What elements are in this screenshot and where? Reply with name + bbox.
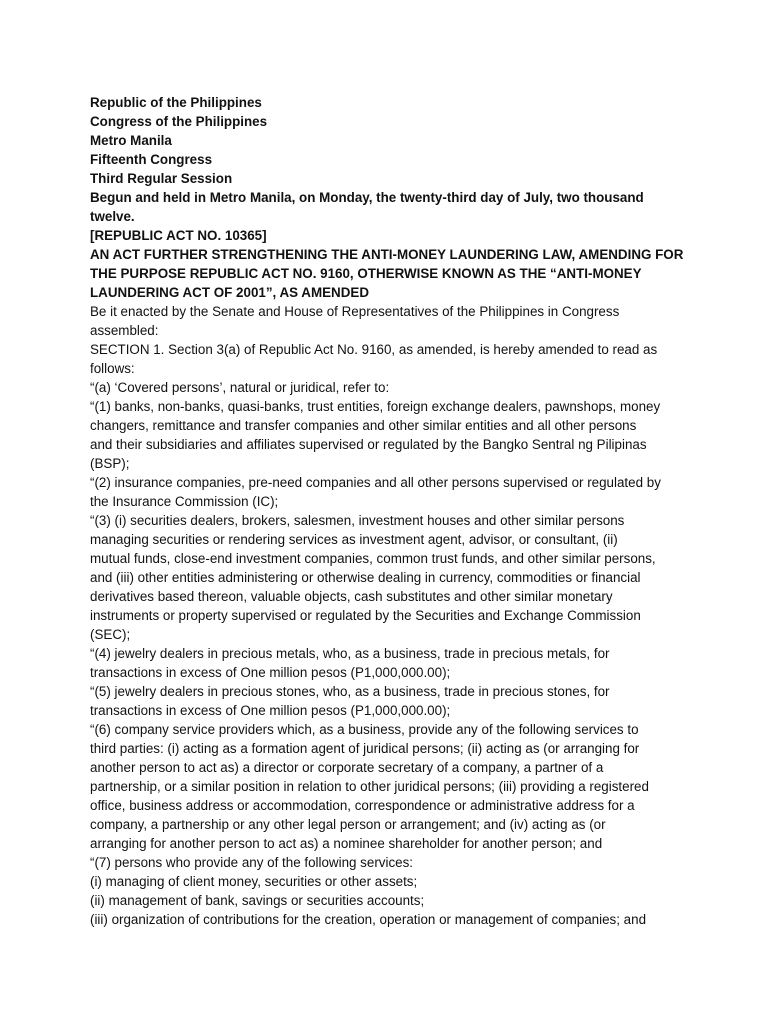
body-line: (i) managing of client money, securities or other assets;: [90, 874, 418, 889]
document-body: [90, 302, 690, 929]
document-header: [90, 93, 690, 302]
body-line: Be it enacted by the Senate and House of Representatives of the Philippines in Congress: [90, 304, 620, 319]
act-title-line-1: AN ACT FURTHER STRENGTHENING THE ANTI-MONEY LAUNDERING LAW, AMENDING FOR: [90, 247, 684, 262]
body-line: “(3) (i) securities dealers, brokers, salesmen, investment houses and other similar persons: [90, 513, 625, 528]
body-line: company, a partnership or any other legal person or arrangement; and (iv) acting as (or: [90, 817, 606, 832]
congress-heading: Congress of the Philippines: [90, 114, 268, 129]
body-line: and their subsidiaries and affiliates supervised or regulated by the Bangko Sentral ng Pilipinas: [90, 437, 647, 452]
session-heading: Third Regular Session: [90, 171, 233, 186]
body-line: transactions in excess of One million pesos (P1,000,000.00);: [90, 665, 451, 680]
body-line: managing securities or rendering services as investment agent, advisor, or consultant, (ii): [90, 532, 618, 547]
body-line: “(1) banks, non-banks, quasi-banks, trust entities, foreign exchange dealers, pawnshops, money: [90, 399, 661, 414]
body-line: “(a) ‘Covered persons’, natural or juridical, refer to:: [90, 380, 390, 395]
body-line: the Insurance Commission (IC);: [90, 494, 279, 509]
begun-statement-line-2: twelve.: [90, 209, 135, 224]
body-line: instruments or property supervised or regulated by the Securities and Exchange Commission: [90, 608, 641, 623]
act-title-line-3: LAUNDERING ACT OF 2001”, AS AMENDED: [90, 285, 369, 300]
body-line: “(4) jewelry dealers in precious metals, who, as a business, trade in precious metals, for: [90, 646, 610, 661]
body-line: another person to act as) a director or corporate secretary of a company, a partner of a: [90, 760, 604, 775]
body-line: partnership, or a similar position in relation to other juridical persons; (iii) providing a registered: [90, 779, 649, 794]
body-line: “(6) company service providers which, as a business, provide any of the following services to: [90, 722, 639, 737]
location-heading: Metro Manila: [90, 133, 172, 148]
body-line: (ii) management of bank, savings or securities accounts;: [90, 893, 425, 908]
body-line: follows:: [90, 361, 135, 376]
body-line: arranging for another person to act as) a nominee shareholder for another person; and: [90, 836, 603, 851]
body-line: derivatives based thereon, valuable objects, cash substitutes and other similar monetary: [90, 589, 613, 604]
body-line: office, business address or accommodation, correspondence or administrative address for a: [90, 798, 635, 813]
body-line: mutual funds, close-end investment companies, common trust funds, and other similar persons,: [90, 551, 656, 566]
body-line: “(7) persons who provide any of the following services:: [90, 855, 414, 870]
body-line: transactions in excess of One million pesos (P1,000,000.00);: [90, 703, 451, 718]
act-title-line-2: THE PURPOSE REPUBLIC ACT NO. 9160, OTHERWISE KNOWN AS THE “ANTI-MONEY: [90, 266, 642, 281]
body-line: and (iii) other entities administering or otherwise dealing in currency, commodities or financial: [90, 570, 641, 585]
act-number: [REPUBLIC ACT NO. 10365]: [90, 228, 267, 243]
body-line: “(5) jewelry dealers in precious stones, who, as a business, trade in precious stones, for: [90, 684, 610, 699]
body-line: “(2) insurance companies, pre-need companies and all other persons supervised or regulated by: [90, 475, 661, 490]
body-line: third parties: (i) acting as a formation agent of juridical persons; (ii) acting as (or arranging for: [90, 741, 640, 756]
body-line: changers, remittance and transfer companies and other similar entities and all other persons: [90, 418, 637, 433]
body-line: (SEC);: [90, 627, 131, 642]
document-page: [90, 93, 690, 929]
body-line: (BSP);: [90, 456, 130, 471]
body-line: (iii) organization of contributions for the creation, operation or management of companies; and: [90, 912, 647, 927]
republic-heading: Republic of the Philippines: [90, 95, 262, 110]
body-line: SECTION 1. Section 3(a) of Republic Act No. 9160, as amended, is hereby amended to read as: [90, 342, 658, 357]
congress-number-heading: Fifteenth Congress: [90, 152, 213, 167]
begun-statement-line-1: Begun and held in Metro Manila, on Monday, the twenty-third day of July, two thousand: [90, 190, 644, 205]
body-line: assembled:: [90, 323, 159, 338]
